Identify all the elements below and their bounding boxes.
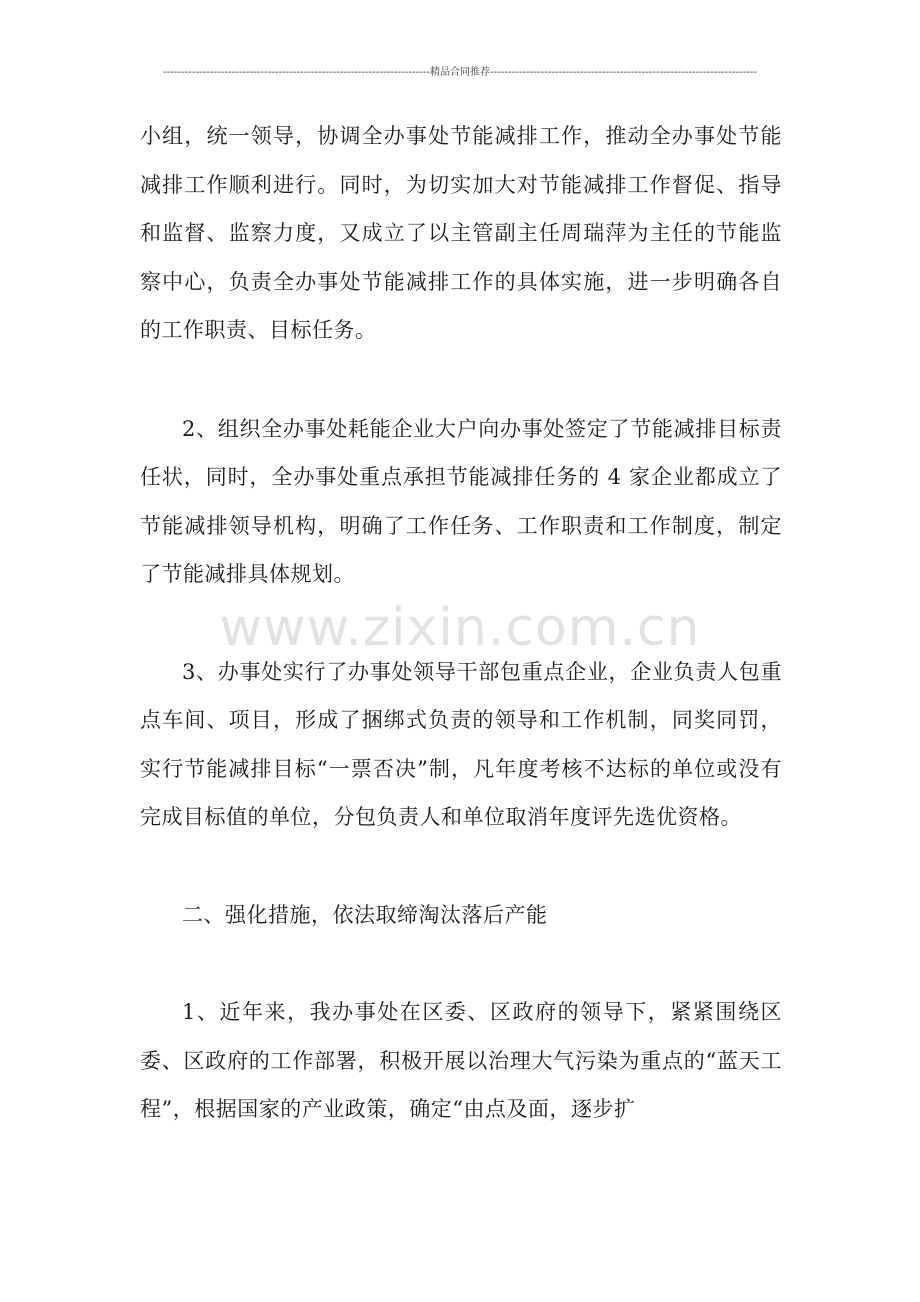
paragraph-spacer <box>140 355 782 405</box>
page-header: --------------------------------------------------------------------------精品合同推荐-------------------------------------------------------------------------- <box>162 67 758 78</box>
paragraph-spacer <box>140 599 782 648</box>
paragraph-spacer <box>140 842 782 891</box>
paragraph-2: 2、组织全办事处耗能企业大户向办事处签定了节能减排目标责任状，同时，全办事处重点承担节能减排任务的 4 家企业都成立了节能减排领导机构，明确了工作任务、工作职责和工作制度，制定了节能减排具体规划。 <box>140 416 782 586</box>
paragraph-4: 1、近年来，我办事处在区委、区政府的领导下，紧紧围绕区委、区政府的工作部署，积极开展以治理大气污染为重点的“蓝天工程”，根据国家的产业政策，确定“由点及面，逐步扩 <box>140 1000 782 1121</box>
paragraph-1: 小组，统一领导，协调全办事处节能减排工作，推动全办事处节能减排工作顺利进行。同时，为切实加大对节能减排工作督促、指导和监督、监察力度，又成立了以主管副主任周瑞萍为主任的节能监察中心，负责全办事处节能减排工作的具体实施，进一步明确各自的工作职责、目标任务。 <box>140 124 782 342</box>
watermark: www.zixin.com.cn <box>219 598 701 658</box>
paragraph-3: 3、办事处实行了办事处领导干部包重点企业，企业负责人包重点车间、项目，形成了捆绑式负责的领导和工作机制，同奖同罚，实行节能减排目标“一票否决”制，凡年度考核不达标的单位或没有完成目标值的单位，分包负责人和单位取消年度评先选优资格。 <box>140 659 782 829</box>
paragraph-spacer <box>140 939 782 988</box>
section-heading: 二、强化措施，依法取缔淘汰落后产能 <box>182 902 548 927</box>
document-body <box>140 112 782 1134</box>
